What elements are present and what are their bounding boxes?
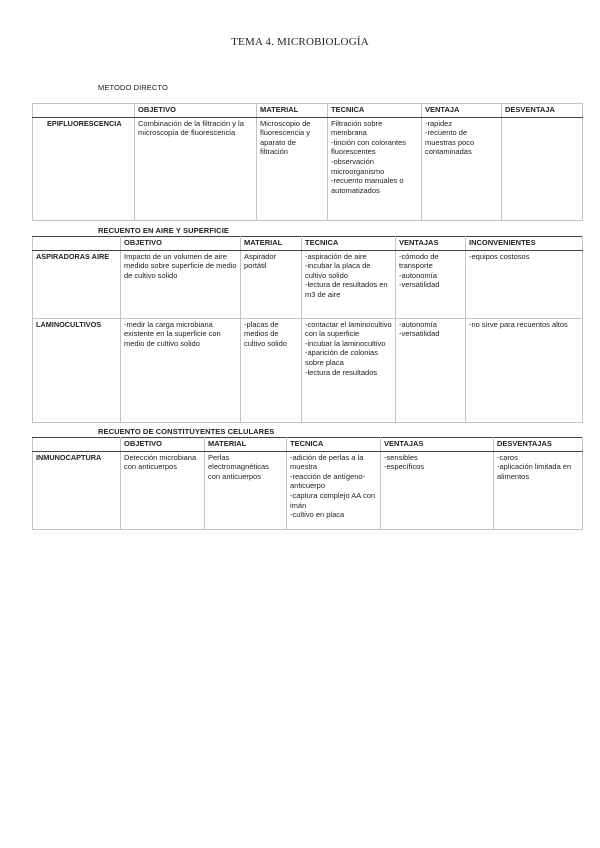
cell-line: -cultivo en placa [290, 510, 345, 520]
cell-line: Filtración sobre membrana [331, 118, 383, 138]
header-tecnica: TECNICA [287, 438, 381, 452]
table-header-row [33, 438, 583, 452]
header-ventaja: VENTAJA [422, 104, 502, 118]
header-cell [33, 104, 135, 118]
cell-objetivo: -medir la carga microbiana existente en la superficie con medio de cultivo solido [121, 318, 241, 422]
cell-line: -recuento manuales o automatizados [331, 176, 404, 195]
cell-line: -caros [497, 452, 518, 462]
cell-line: -reacción de antígeno-anticuerpo [290, 471, 366, 491]
cell-line: -adición de perlas a la muestra [290, 452, 364, 472]
cell-material: Microscopio de fluorescencia y aparato de filtración [257, 117, 328, 220]
cell-objetivo: Detección microbiana con anticuerpos [121, 451, 205, 529]
cell-line: -incubar la placa de cultivo solido [305, 261, 371, 280]
cell-line: -específicos [384, 462, 425, 472]
table-row [33, 318, 583, 422]
cell-line: -versatilidad [399, 329, 440, 339]
header-material: MATERIAL [257, 104, 328, 118]
header-cell [33, 237, 121, 251]
header-cell [33, 438, 121, 452]
cell-ventaja [422, 117, 502, 220]
row-label: LAMINOCULTIVOS [33, 318, 121, 422]
cell-line: -autonomía [399, 270, 437, 280]
cell-material: Perlas electromagnéticas con anticuerpos [205, 451, 287, 529]
header-ventajas: VENTAJAS [381, 438, 494, 452]
cell-line: -recuento de muestras poco contaminadas [425, 128, 475, 157]
header-material: MATERIAL [205, 438, 287, 452]
header-objetivo: OBJETIVO [135, 104, 257, 118]
header-ventajas: VENTAJAS [396, 237, 466, 251]
cell-line: -autonomía [399, 319, 437, 329]
cell-line: -captura complejo AA con imán [290, 490, 376, 510]
row-label: ASPIRADORAS AIRE [33, 250, 121, 318]
header-tecnica: TECNICA [328, 104, 422, 118]
cell-line: -cómodo de transporte [399, 251, 439, 271]
table-header-row [33, 237, 583, 251]
header-desventajas: DESVENTAJAS [494, 438, 583, 452]
cell-ventajas [396, 250, 466, 318]
header-material: MATERIAL [241, 237, 302, 251]
header-objetivo: OBJETIVO [121, 237, 241, 251]
cell-line: -aplicación limitada en alimentos [497, 462, 572, 481]
cell-material: -placas de medios de cultivo solido [241, 318, 302, 422]
cell-ventajas [381, 451, 494, 529]
cell-line: -versatilidad [399, 280, 440, 290]
cell-tecnica [302, 250, 396, 318]
header-objetivo: OBJETIVO [121, 438, 205, 452]
table-row [33, 117, 583, 220]
section1-heading: METODO DIRECTO [98, 83, 168, 92]
cell-inconvenientes: -equipos costosos [466, 250, 583, 318]
table-row [33, 451, 583, 529]
cell-objetivo: Impacto de un volumen de aire medido sobre superficie de medio de cultivo solido [121, 250, 241, 318]
cell-line: -lectura de resultados en m3 de aire [305, 280, 388, 299]
recuento-aire-table [32, 236, 583, 423]
cell-line: -lectura de resultados [305, 367, 378, 377]
page-title: TEMA 4. MICROBIOLOGÍA [231, 36, 369, 48]
cell-objetivo: Combinación de la filtración y la microscopía de fluorescencia [135, 117, 257, 220]
table-row [33, 250, 583, 318]
cell-line: -incubar la laminocultivo [305, 338, 386, 348]
header-desventaja: DESVENTAJA [502, 104, 583, 118]
row-label: EPIFLUORESCENCIA [33, 117, 135, 220]
cell-line: -observación microorganismo [331, 156, 385, 176]
header-tecnica: TECNICA [302, 237, 396, 251]
cell-line: -aspiración de aire [305, 251, 367, 261]
cell-line: -tinción con colorantes fluorescentes [331, 137, 407, 157]
metodo-directo-table [32, 103, 583, 221]
recuento-constituyentes-table [32, 437, 583, 530]
table-header-row [33, 104, 583, 118]
cell-material: Aspirador portátil [241, 250, 302, 318]
cell-ventajas [396, 318, 466, 422]
cell-line: -rapidez [425, 118, 453, 128]
cell-tecnica [302, 318, 396, 422]
cell-line: -sensibles [384, 452, 418, 462]
cell-tecnica [328, 117, 422, 220]
cell-desventajas [494, 451, 583, 529]
cell-inconvenientes: -no sirve para recuentos altos [466, 318, 583, 422]
cell-line: -contactar el laminocultivo con la superficie [305, 319, 392, 339]
row-label: INMUNOCAPTURA [33, 451, 121, 529]
cell-desventaja [502, 117, 583, 220]
section3-heading: RECUENTO DE CONSTITUYENTES CELULARES [98, 427, 275, 436]
cell-tecnica [287, 451, 381, 529]
section2-heading: RECUENTO EN AIRE Y SUPERFICIE [98, 226, 229, 235]
header-inconvenientes: INCONVENIENTES [466, 237, 583, 251]
cell-line: -aparición de colonias sobre placa [305, 348, 378, 367]
